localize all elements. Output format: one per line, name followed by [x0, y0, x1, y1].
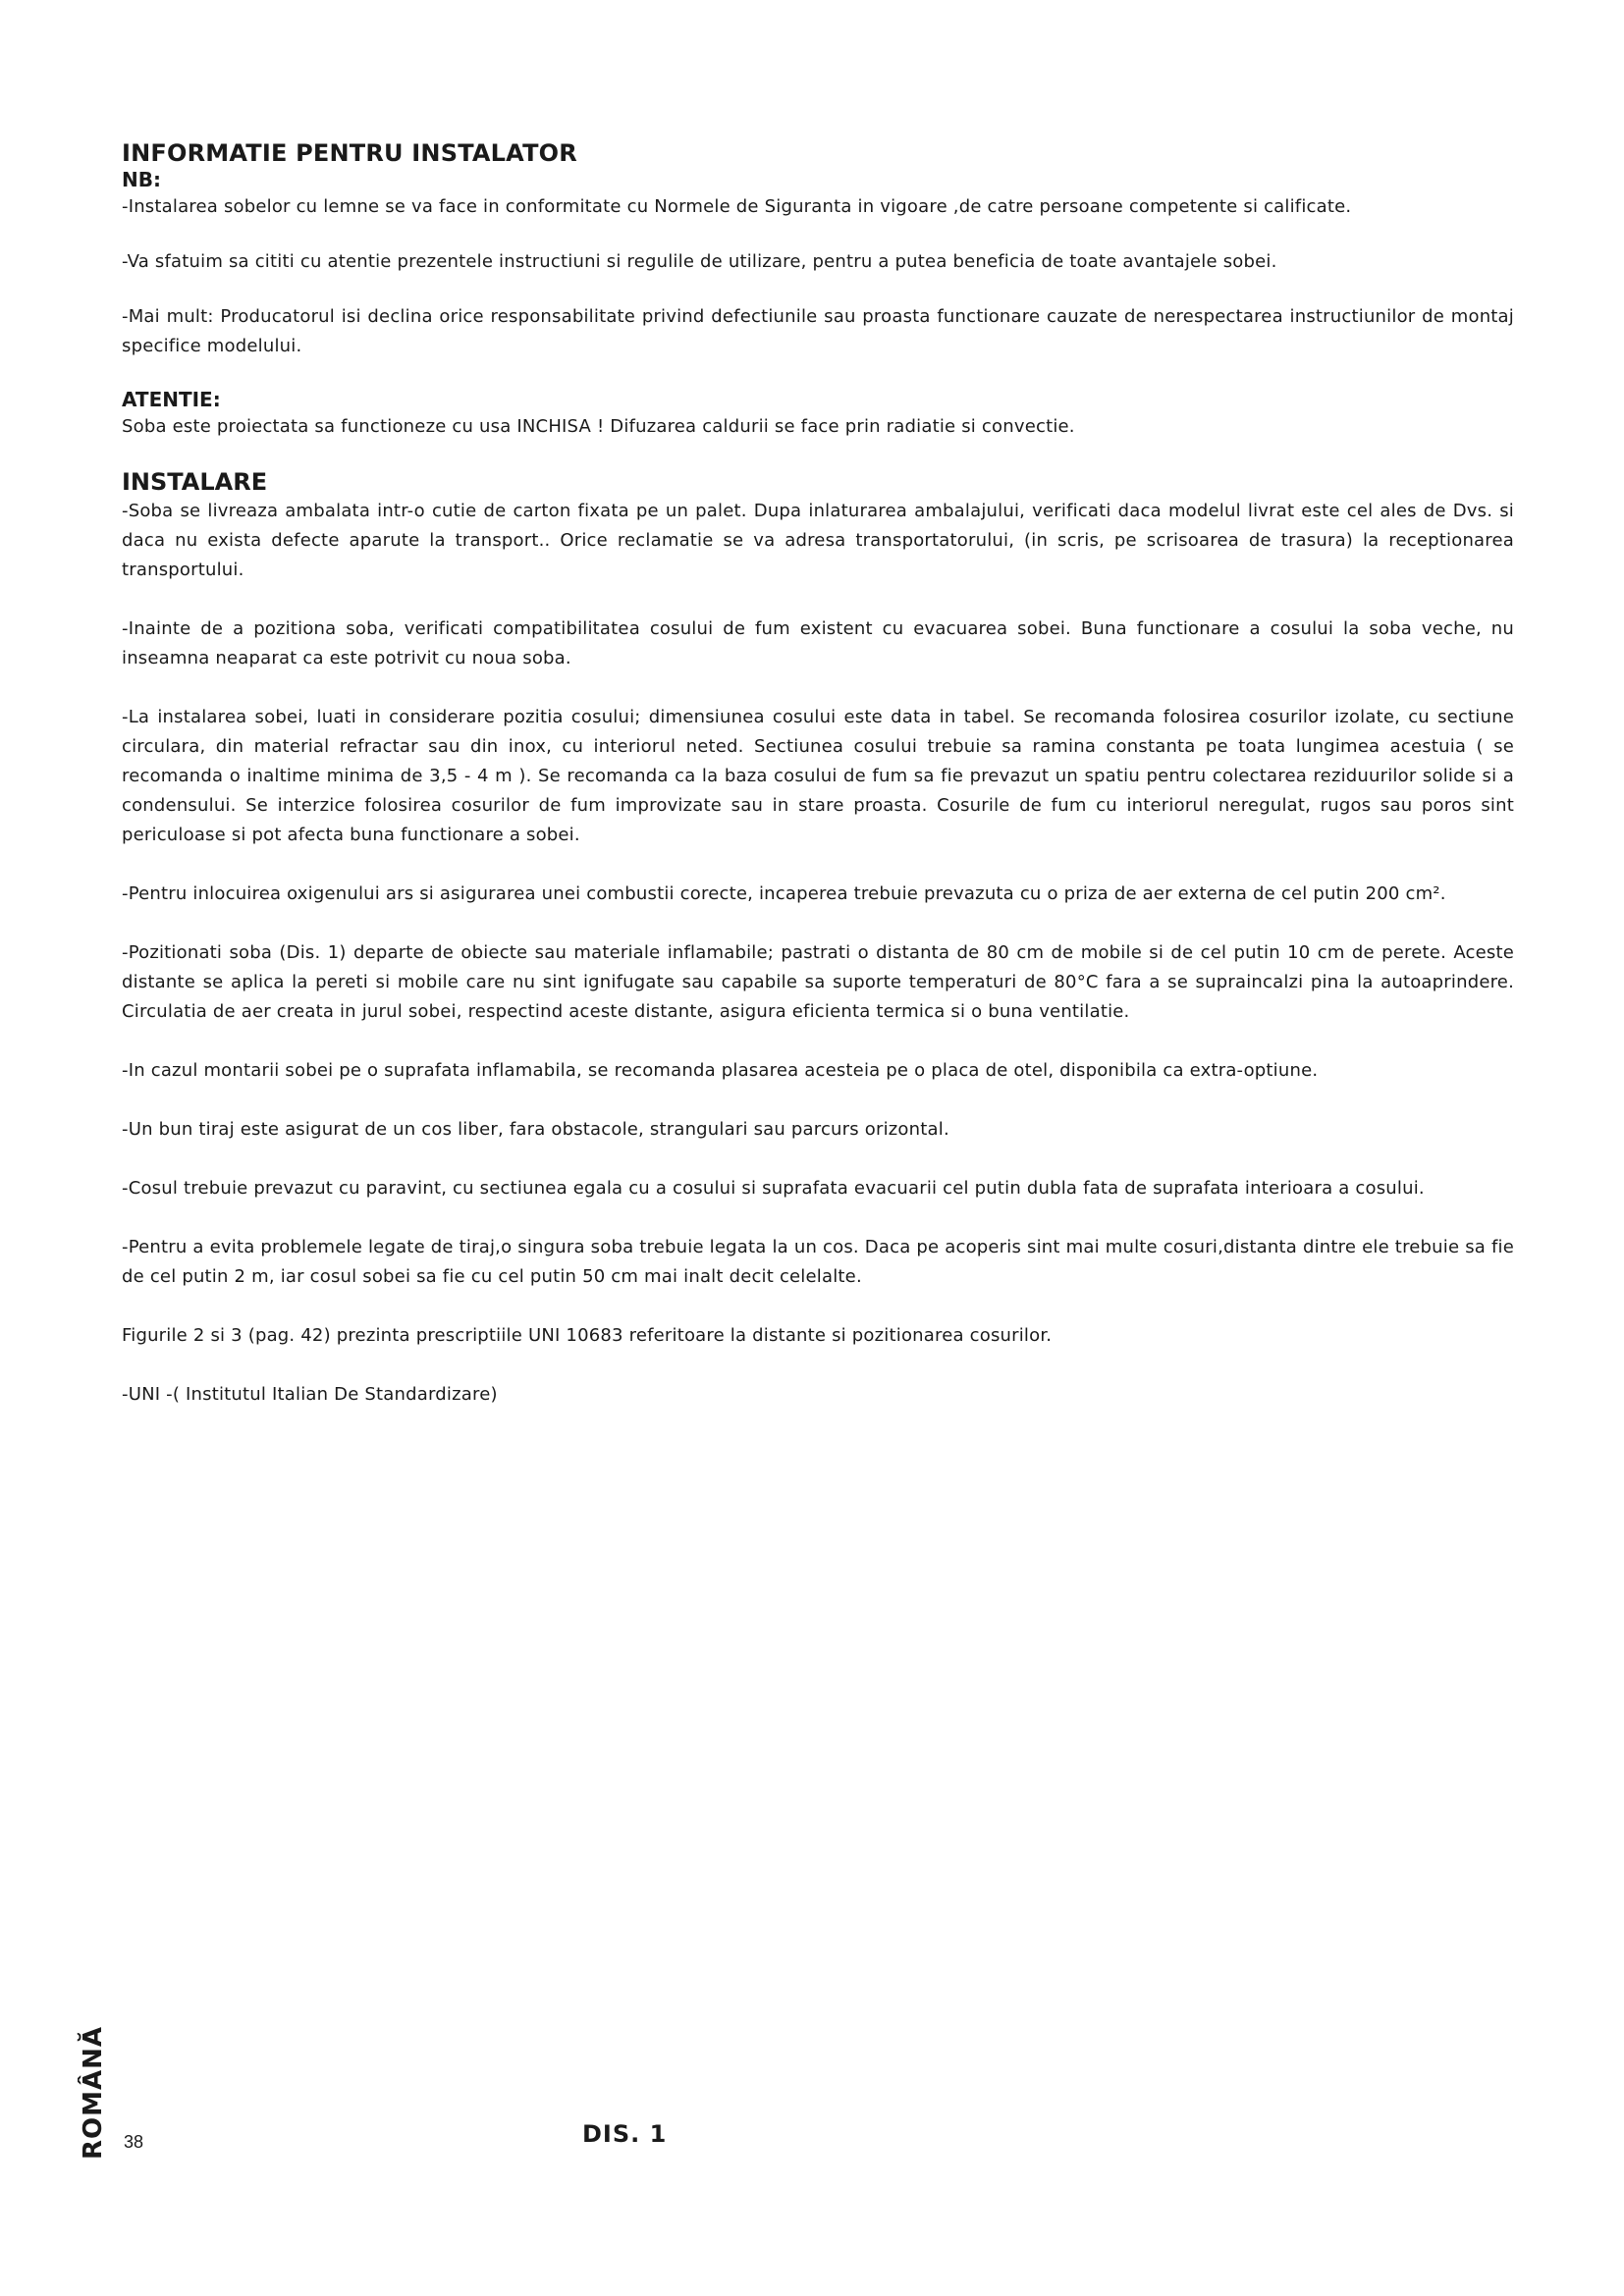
language-tab-label: ROMÂNĂ [79, 2026, 108, 2160]
instalare-paragraph-10: Figurile 2 si 3 (pag. 42) prezinta prescriptiile UNI 10683 referitoare la distante si pozitionarea cosurilor. [122, 1325, 1053, 1346]
nb-paragraph-3: -Mai mult: Producatorul isi declina orice responsabilitate privind defectiunile sau proasta functionare cauzate de nerespectarea instructiunilor de montaj specifice modelului. [122, 306, 1514, 356]
atentie-text: Soba este proiectata sa functioneze cu usa INCHISA ! Difuzarea caldurii se face prin radiatie si convectie. [122, 416, 1075, 437]
page-title: INFORMATIE PENTRU INSTALATOR [122, 139, 577, 167]
instalare-paragraph-1: -Soba se livreaza ambalata intr-o cutie de carton fixata pe un palet. Dupa inlaturarea ambalajului, verificati daca modelul livrat este cel ales de Dvs. si daca nu exista defecte aparute la transport.. Orice reclamatie se va adresa transportatorului, (in scris, pe scrisoarea de trasura) la receptionarea transportului. [122, 501, 1514, 580]
nb-label: NB: [122, 168, 161, 191]
instalare-paragraph-4: -Pentru inlocuirea oxigenului ars si asigurarea unei combustii corecte, incaperea trebuie prevazuta cu o priza de aer externa de cel putin 200 cm². [122, 883, 1446, 904]
instalare-paragraph-6: -In cazul montarii sobei pe o suprafata inflamabila, se recomanda plasarea acesteia pe o placa de otel, disponibila ca extra-optiune. [122, 1060, 1319, 1081]
instalare-paragraph-8: -Cosul trebuie prevazut cu paravint, cu sectiunea egala cu a cosului si suprafata evacuarii cel putin dubla fata de suprafata interioara a cosului. [122, 1178, 1425, 1199]
instalare-paragraph-11: -UNI -( Institutul Italian De Standardizare) [122, 1384, 498, 1405]
instalare-paragraph-2: -Inainte de a pozitiona soba, verificati compatibilitatea cosului de fum existent cu evacuarea sobei. Buna functionare a cosului la soba veche, nu inseamna neaparat ca este potrivit cu noua soba. [122, 618, 1514, 668]
instalare-paragraph-9: -Pentru a evita problemele legate de tiraj,o singura soba trebuie legata la un cos. Daca pe acoperis sint mai multe cosuri,distanta dintre ele trebuie sa fie de cel putin 2 m, iar cosul sobei sa fie cu cel putin 50 cm mai inalt decit celelalte. [122, 1237, 1514, 1287]
nb-paragraph-2: -Va sfatuim sa cititi cu atentie prezentele instructiuni si regulile de utilizare, pentru a putea beneficia de toate avantajele sobei. [122, 251, 1277, 272]
instalare-paragraph-7: -Un bun tiraj este asigurat de un cos liber, fara obstacole, strangulari sau parcurs orizontal. [122, 1119, 949, 1140]
nb-paragraph-1: -Instalarea sobelor cu lemne se va face in conformitate cu Normele de Siguranta in vigoare ,de catre persoane competente si calificate. [122, 196, 1352, 217]
instalare-title: INSTALARE [122, 468, 268, 496]
instalare-paragraph-5: -Pozitionati soba (Dis. 1) departe de obiecte sau materiale inflamabile; pastrati o distanta de 80 cm de mobile si de cel putin 10 cm de perete. Aceste distante se aplica la pereti si mobile care nu sint ignifugate sau capabile sa suporte temperaturi de 80°C fara a se supraincalzi pina la autoaprindere. Circulatia de aer creata in jurul sobei, respectind aceste distante, asigura eficienta termica si o buna ventilatie. [122, 942, 1514, 1022]
figure-label: DIS. 1 [582, 2120, 668, 2148]
atentie-label: ATENTIE: [122, 388, 221, 411]
page-number: 38 [124, 2132, 144, 2152]
document-body [122, 139, 1514, 1410]
instalare-paragraph-3: -La instalarea sobei, luati in considerare pozitia cosului; dimensiunea cosului este data in tabel. Se recomanda folosirea cosurilor izolate, cu sectiune circulara, din material refractar sau din inox, cu interiorul neted. Sectiunea cosului trebuie sa ramina constanta pe toata lungimea acestuia ( se recomanda o inaltime minima de 3,5 - 4 m ). Se recomanda ca la baza cosului de fum sa fie prevazut un spatiu pentru colectarea reziduurilor solide si a condensului. Se interzice folosirea cosurilor de fum improvizate sau in stare proasta. Cosurile de fum cu interiorul neregulat, rugos sau poros sint periculoase si pot afecta buna functionare a sobei. [122, 707, 1514, 845]
